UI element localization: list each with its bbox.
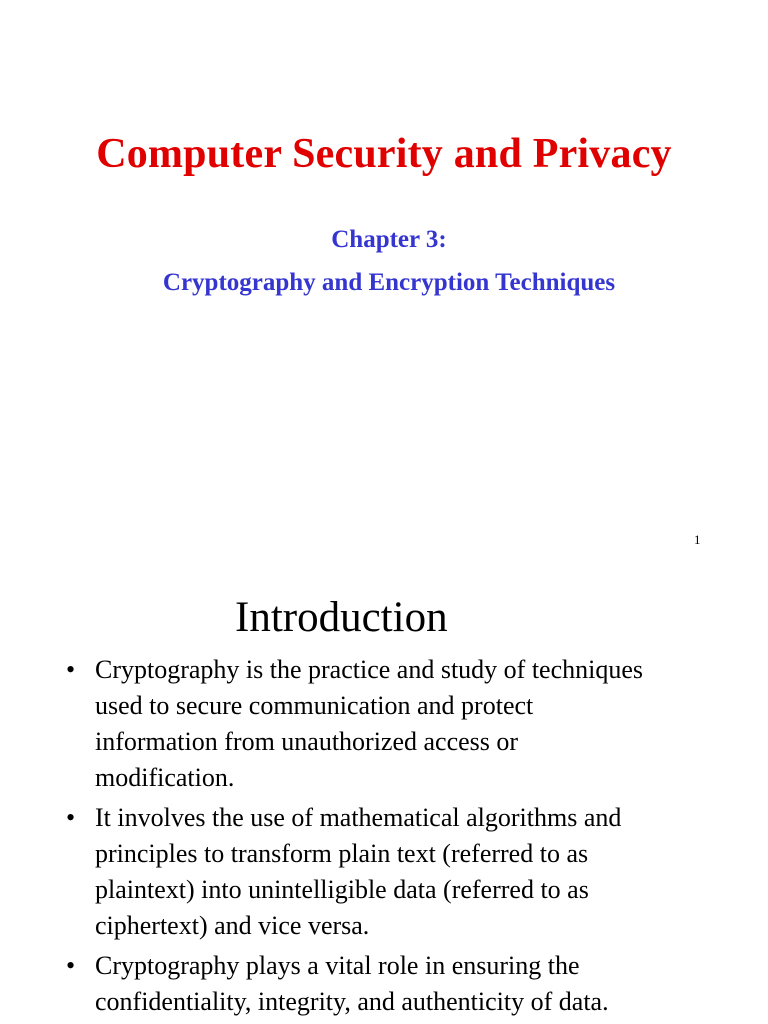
bullet-line: Cryptography plays a vital role in ensuring the [95, 951, 580, 980]
bullet-line: It involves the use of mathematical algorithms and [95, 803, 622, 832]
bullet-list [66, 652, 746, 1024]
chapter-title: Cryptography and Encryption Techniques [162, 269, 616, 296]
section-heading: Introduction [235, 594, 448, 641]
bullet-item [66, 800, 746, 944]
bullet-icon: • [66, 951, 76, 980]
bullet-line: confidentiality, integrity, and authenticity of data. [95, 987, 609, 1016]
bullet-line: principles to transform plain text (referred to as [95, 839, 589, 868]
page-number: 1 [694, 532, 701, 547]
slide-title: Computer Security and Privacy [96, 131, 672, 177]
bullet-line: plaintext) into unintelligible data (referred to as [95, 875, 589, 904]
bullet-line: Cryptography is the practice and study of techniques [95, 655, 644, 684]
chapter-label: Chapter 3: [331, 226, 447, 253]
bullet-line: used to secure communication and protect [95, 691, 534, 720]
bullet-item [66, 948, 746, 1020]
bullet-line: modification. [95, 763, 235, 792]
bullet-line: information from unauthorized access or [95, 727, 519, 756]
bullet-icon: • [66, 655, 76, 684]
bullet-icon: • [66, 803, 76, 832]
bullet-item [66, 652, 746, 796]
bullet-line: ciphertext) and vice versa. [95, 911, 370, 940]
